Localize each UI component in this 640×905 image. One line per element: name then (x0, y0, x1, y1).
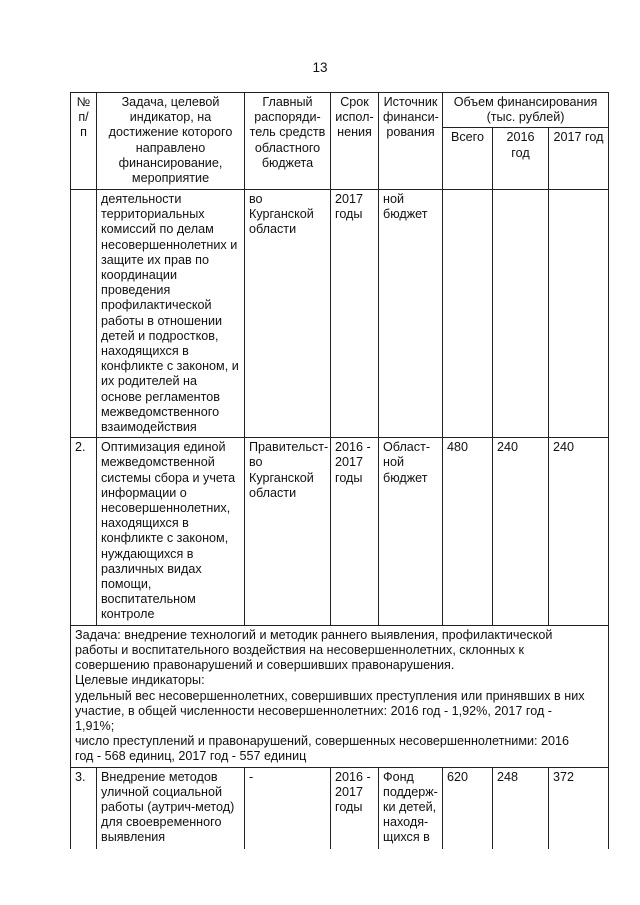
indicators-heading: Целевые индикаторы: (75, 673, 205, 688)
row-2017: 372 (549, 767, 609, 849)
task-line: число преступлений и правонарушений, совершенных несовершеннолетними: 2016 (75, 734, 570, 749)
col-2017-header: 2017 год (549, 128, 609, 190)
task-line: удельный вес несовершеннолетних, совершивших преступления или принявших в них (75, 688, 585, 703)
task-line: участие, в общей численности несовершеннолетних: 2016 год - 1,92%, 2017 год - (75, 703, 552, 718)
row-term: 2017 годы (331, 190, 379, 438)
col-funding-header: Объем финансирования (тыс. рублей) (443, 93, 609, 128)
col-source-header: Источник финанси-рования (379, 93, 443, 190)
table-row (71, 190, 609, 438)
table-row (71, 767, 609, 849)
row-num (71, 190, 97, 438)
row-num: 2. (71, 438, 97, 625)
task-line: совершению правонарушений и совершивших правонарушения. (75, 658, 455, 673)
row-2016: 240 (493, 438, 549, 625)
row-admin: - (245, 767, 331, 849)
col-num-header: № п/п (71, 93, 97, 190)
task-line: 1,91%; (75, 718, 115, 733)
task-block-row (71, 625, 609, 767)
row-term: 2016 - 2017 годы (331, 438, 379, 625)
row-source: ной бюджет (379, 190, 443, 438)
row-total (443, 190, 493, 438)
row-2017: 240 (549, 438, 609, 625)
col-total-header: Всего (443, 128, 493, 190)
row-task: деятельности территориальных комиссий по делам несовершеннолетних и защите их прав по координации проведения профилактической работы в отношении детей и подростков, находящихся в конфликте с законом, и их родителей на основе регламентов межведомственного взаимодействия (97, 190, 245, 438)
row-term: 2016 - 2017 годы (331, 767, 379, 849)
row-admin: во Курганской области (245, 190, 331, 438)
col-admin-header: Главный распоряди-тель средств областного бюджета (245, 93, 331, 190)
row-num: 3. (71, 767, 97, 849)
row-source: Област-ной бюджет (379, 438, 443, 625)
row-task: Оптимизация единой межведомственной системы сбора и учета информации о несовершеннолетних, находящихся в конфликте с законом, нуждающихся в различных видах помощи, воспитательном контроле (97, 438, 245, 625)
col-term-header: Срок испол-нения (331, 93, 379, 190)
col-2016-header: 2016 год (493, 128, 549, 190)
task-block (71, 625, 609, 767)
page-number: 13 (312, 60, 328, 75)
row-admin: Правительст-во Курганской области (245, 438, 331, 625)
funding-table (70, 92, 609, 849)
row-total: 480 (443, 438, 493, 625)
task-line: Задача: внедрение технологий и методик раннего выявления, профилактической (75, 627, 553, 642)
col-task-header: Задача, целевой индикатор, на достижение которого направлено финансирование, мероприятие (97, 93, 245, 190)
row-source: Фонд поддерж-ки детей, находя-щихся в (379, 767, 443, 849)
row-2017 (549, 190, 609, 438)
row-task: Внедрение методов уличной социальной работы (аутрич-метод) для своевременного выявления (97, 767, 245, 849)
row-total: 620 (443, 767, 493, 849)
row-2016 (493, 190, 549, 438)
task-line: год - 568 единиц, 2017 год - 557 единиц (75, 749, 307, 764)
row-2016: 248 (493, 767, 549, 849)
task-line: работы и воспитательного воздействия на несовершеннолетних, склонных к (75, 642, 525, 657)
table-row (71, 438, 609, 625)
header-row (71, 93, 609, 128)
